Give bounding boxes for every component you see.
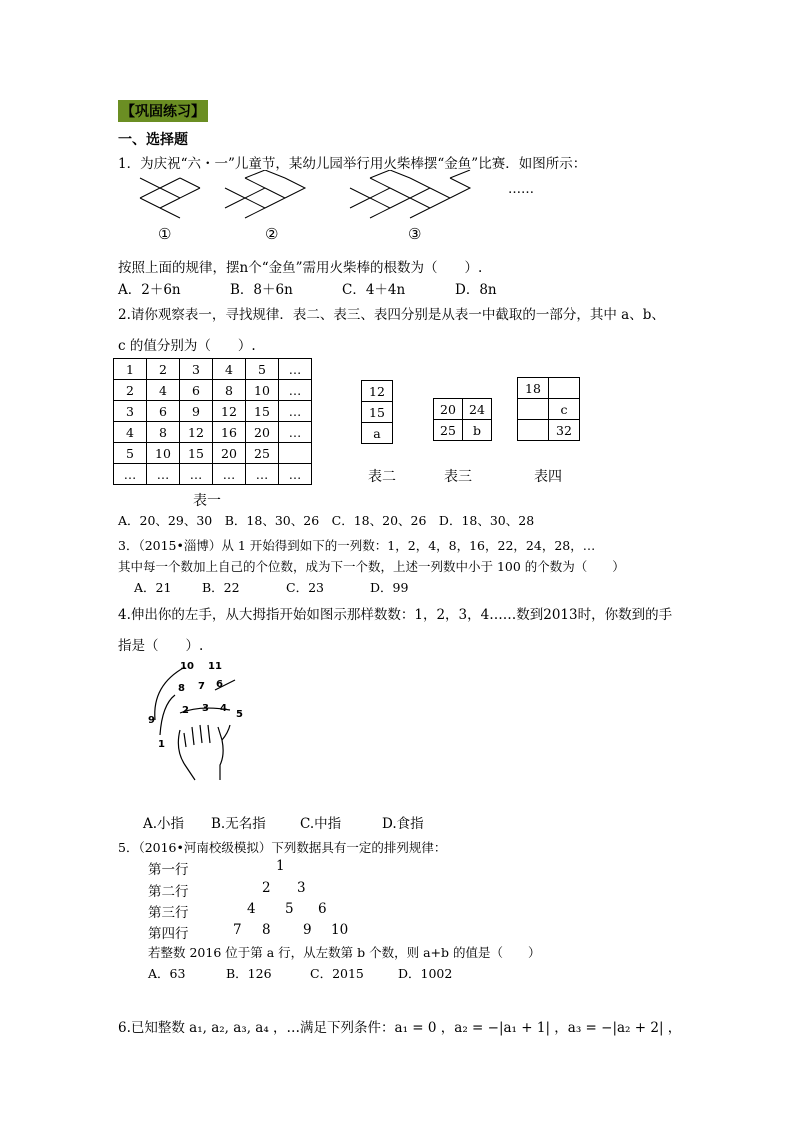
q2-table2-row [362, 402, 393, 423]
q2-table3-cell: b [463, 420, 492, 441]
q1-question: 按照上面的规律，摆n个“金鱼”需用火柴棒的根数为（ ）. [118, 260, 483, 276]
q5-row2-num1: 2 [262, 880, 271, 896]
q2-table1-cell: 10 [246, 380, 279, 401]
q2-table4-cell: c [549, 399, 580, 420]
q2-table2-cell: a [362, 423, 393, 444]
q5-row3-num3: 6 [318, 901, 327, 917]
q4-fig-num-2: 2 [182, 705, 189, 716]
q4-fig-num-3: 3 [202, 703, 209, 714]
q5-row2-num2: 3 [297, 880, 306, 896]
q3-option-d: D．99 [370, 580, 409, 595]
q4-option-b: B.无名指 [211, 816, 266, 832]
q2-table1-cell: … [279, 464, 312, 485]
q2-table1-row [114, 380, 312, 401]
q5-row1-label: 第一行 [148, 862, 189, 878]
q2-table1-cell: … [246, 464, 279, 485]
q5-stem: 5．（2016•河南校级模拟）下列数据具有一定的排列规律： [118, 840, 447, 855]
q2-table2 [361, 380, 393, 444]
q5-option-d: D．1002 [398, 966, 453, 981]
q2-table4-row [518, 399, 580, 420]
q1-option-b: B．8＋6n [230, 282, 293, 298]
q2-table1-cell: 4 [213, 359, 246, 380]
q2-caption-table1: 表一 [193, 493, 221, 509]
q2-table1-cell: … [213, 464, 246, 485]
q2-table1-row [114, 464, 312, 485]
q2-table4-cell [549, 378, 580, 399]
q2-table2-row [362, 381, 393, 402]
q2-table1-cell: 10 [147, 443, 180, 464]
q2-table1-cell: 3 [114, 401, 147, 422]
q4-fig-num-7: 7 [198, 681, 205, 692]
q2-table1-cell: 15 [180, 443, 213, 464]
q5-row3-num1: 4 [247, 901, 256, 917]
q2-options: A．20、29、30 B．18、30、26 C．18、20、26 D．18、30、28 [118, 513, 535, 528]
q2-table3-cell: 25 [434, 420, 463, 441]
q5-row4-label: 第四行 [148, 926, 189, 942]
q2-table1-cell: … [279, 422, 312, 443]
q1-ellipsis: …… [508, 182, 534, 197]
q1-option-a: A．2＋6n [118, 282, 181, 298]
q2-stem-line2: c 的值分别为（ ）. [118, 338, 256, 354]
q2-table1-cell: … [180, 464, 213, 485]
q6-line1: 6.已知整数 a₁, a₂, a₃, a₄ ，…满足下列条件：a₁ = 0 ，a₂ = −|a₁ + 1| ，a₃ = −|a₂ + 2| ， [118, 1020, 682, 1036]
q2-table4-cell: 18 [518, 378, 549, 399]
q2-table1-cell: 6 [180, 380, 213, 401]
q2-table1-cell: 4 [114, 422, 147, 443]
q2-stem-line1: 2.请你观察表一，寻找规律．表二、表三、表四分别是从表一中截取的一部分，其中 a、b、 [118, 307, 665, 323]
q5-row3-num2: 5 [285, 901, 294, 917]
q4-fig-num-4: 4 [220, 703, 227, 714]
q5-row4-num4: 10 [331, 922, 349, 938]
q5-row4-num2: 8 [262, 922, 271, 938]
q2-table1-row [114, 443, 312, 464]
q2-caption-table4: 表四 [534, 469, 562, 485]
q1-stem: 1．为庆祝“六・一”儿童节，某幼儿园举行用火柴棒摆“金鱼”比赛．如图所示： [118, 156, 587, 172]
q5-row4-num1: 7 [233, 922, 242, 938]
q2-table4-cell [518, 420, 549, 441]
q2-table1-cell: 3 [180, 359, 213, 380]
q1-figure-label-2: ② [265, 225, 279, 243]
q2-table1-cell: 4 [147, 380, 180, 401]
q4-fig-num-6: 6 [216, 679, 223, 690]
q2-table4-row [518, 378, 580, 399]
q2-table1-cell: 20 [246, 422, 279, 443]
q2-table1-cell: 2 [147, 359, 180, 380]
q5-option-b: B．126 [226, 966, 272, 981]
q2-table1-cell: … [114, 464, 147, 485]
q1-figure-label-1: ① [158, 225, 172, 243]
q5-row1-num1: 1 [276, 858, 285, 874]
q3-option-c: C．23 [286, 580, 324, 595]
q4-fig-num-9: 9 [148, 715, 155, 726]
q2-table4 [517, 377, 580, 441]
q1-option-d: D．8n [455, 282, 497, 298]
q2-table1-cell: 25 [246, 443, 279, 464]
q2-table3-row [434, 399, 492, 420]
q2-table1-cell [279, 443, 312, 464]
q5-option-a: A．63 [148, 966, 186, 981]
q5-option-c: C．2015 [310, 966, 364, 981]
q2-table1-cell: 8 [213, 380, 246, 401]
q1-option-c: C．4＋4n [342, 282, 406, 298]
q2-table2-cell: 15 [362, 402, 393, 423]
q4-fig-num-8: 8 [178, 683, 185, 694]
q2-table4-cell [518, 399, 549, 420]
q2-table1-cell: 9 [180, 401, 213, 422]
q4-fig-num-5: 5 [236, 709, 243, 720]
q3-option-b: B．22 [202, 580, 240, 595]
q5-row2-label: 第二行 [148, 884, 189, 900]
q2-caption-table2: 表二 [368, 469, 396, 485]
q2-table1-row [114, 401, 312, 422]
q2-table3-cell: 24 [463, 399, 492, 420]
q2-table3-cell: 20 [434, 399, 463, 420]
q2-table3 [433, 398, 492, 441]
q2-table1-cell: 6 [147, 401, 180, 422]
q2-table1-cell: 20 [213, 443, 246, 464]
q2-table4-row [518, 420, 580, 441]
q2-table4-cell: 32 [549, 420, 580, 441]
q2-table1-cell: 15 [246, 401, 279, 422]
q2-table1-cell: … [279, 359, 312, 380]
q1-figure-label-3: ③ [408, 225, 422, 243]
q2-table1-cell: … [147, 464, 180, 485]
q2-table2-cell: 12 [362, 381, 393, 402]
q1-goldfish-figure [135, 170, 555, 220]
section-heading: 一、选择题 [118, 132, 188, 148]
q4-option-d: D.食指 [382, 816, 424, 832]
q2-table1-cell: 12 [180, 422, 213, 443]
q3-option-a: A．21 [134, 580, 172, 595]
q2-table1-cell: 5 [114, 443, 147, 464]
q2-table1-cell: 5 [246, 359, 279, 380]
q2-table1-row [114, 422, 312, 443]
q2-caption-table3: 表三 [444, 469, 472, 485]
q5-row3-label: 第三行 [148, 905, 189, 921]
q2-table1-row [114, 359, 312, 380]
q2-table1-cell: … [279, 380, 312, 401]
section-banner: 【巩固练习】 [118, 100, 208, 122]
q2-table1-cell: 12 [213, 401, 246, 422]
q4-option-a: A.小指 [143, 816, 185, 832]
q4-fig-num-1: 1 [158, 739, 165, 750]
q2-table1-cell: 2 [114, 380, 147, 401]
q4-hand-figure [140, 655, 260, 785]
q2-table1-cell: 16 [213, 422, 246, 443]
q2-table1-cell: 1 [114, 359, 147, 380]
q4-option-c: C.中指 [300, 816, 342, 832]
q2-table2-row [362, 423, 393, 444]
q2-table1 [113, 358, 312, 485]
q4-line2: 指是（ ）. [118, 638, 204, 654]
q2-table1-cell: 8 [147, 422, 180, 443]
q4-line1: 4.伸出你的左手，从大拇指开始如图示那样数数：1，2，3，4……数到2013时，你数到的手 [118, 607, 673, 623]
q3-line2: 其中每一个数加上自己的个位数，成为下一个数，上述一列数中小于 100 的个数为（ ） [118, 559, 625, 574]
q4-fig-num-10: 10 [180, 661, 194, 672]
q2-table1-cell: … [279, 401, 312, 422]
q5-row4-num3: 9 [303, 922, 312, 938]
q2-table3-row [434, 420, 492, 441]
q4-fig-num-11: 11 [208, 661, 222, 672]
q3-line1: 3．（2015•淄博）从 1 开始得到如下的一列数：1，2，4，8，16，22，24，28，… [118, 538, 596, 553]
q5-question: 若整数 2016 位于第 a 行，从左数第 b 个数，则 a+b 的值是（ ） [148, 945, 541, 960]
